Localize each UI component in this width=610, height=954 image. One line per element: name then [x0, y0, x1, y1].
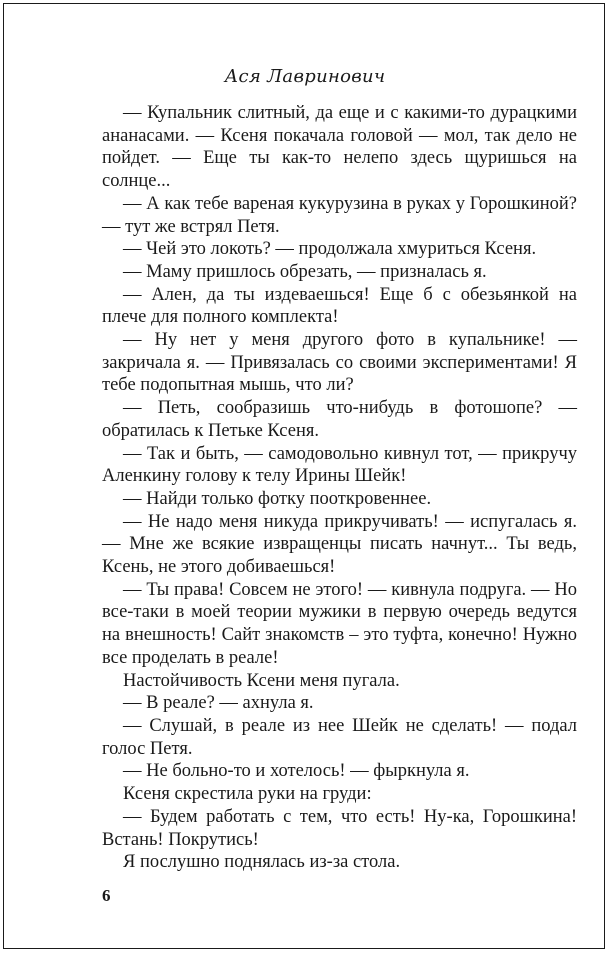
paragraph: — Не больно-то и хотелось! — фыркнула я.: [123, 761, 470, 782]
paragraph: — Чей это локоть? — продолжала хмуриться Ксеня.: [123, 239, 537, 260]
paragraph: — Ну нет у меня другого фото в купальнике! — закричала я. — Привязалась со своими экспериментами! Я тебе подопытная мышь, что ли?: [102, 330, 577, 396]
paragraph: — Купальник слитный, да еще и с какими-то дурацкими ананасами. — Ксеня покачала головой — мол, так дело не пойдет. — Еще ты как-то нелепо здесь щуришься на солнце...: [102, 103, 577, 192]
paragraph: — Слушай, в реале из нее Шейк не сделать! — подал голос Петя.: [102, 715, 577, 759]
paragraph: — Так и быть, — самодовольно кивнул тот, — прикручу Аленкину голову к телу Ирины Шейк!: [102, 443, 577, 487]
paragraph: Ксеня скрестила руки на груди:: [123, 784, 372, 805]
page-number: 6: [102, 886, 111, 905]
paragraph: Я послушно поднялась из-за стола.: [123, 852, 401, 873]
paragraph: — Петь, сообразишь что-нибудь в фотошопе? — обратилась к Петьке Ксеня.: [102, 398, 577, 441]
paragraph: — Ален, да ты издеваешься! Еще б с обезьянкой на плече для полного комплекта!: [102, 284, 577, 328]
paragraph: — В реале? — ахнула я.: [123, 693, 314, 714]
paragraph: — А как тебе вареная кукурузина в руках у Горошкиной? — тут же встрял Петя.: [102, 193, 577, 237]
paragraph: — Найди только фотку пооткровеннее.: [123, 488, 432, 509]
paragraph: — Не надо меня никуда прикручивать! — испугалась я. — Мне же всякие извращенцы писать начнут... Ты ведь, Ксень, не этого добиваешься!: [102, 511, 577, 578]
paragraph: Настойчивость Ксени меня пугала.: [123, 670, 400, 691]
running-title: Ася Лавринович: [224, 66, 386, 87]
paragraph: — Ты права! Совсем не этого! — кивнула подруга. — Но все-таки в моей теории мужики в первую очередь ведутся на внешность! Сайт знакомств – это туфта, конечно! Нужно все проделать в реале!: [102, 579, 577, 668]
paragraph: — Будем работать с тем, что есть! Ну-ка, Горошкина! Встань! Покрутись!: [102, 806, 577, 850]
body-text: [102, 102, 577, 874]
paragraph: — Маму пришлось обрезать, — призналась я.: [123, 261, 487, 282]
